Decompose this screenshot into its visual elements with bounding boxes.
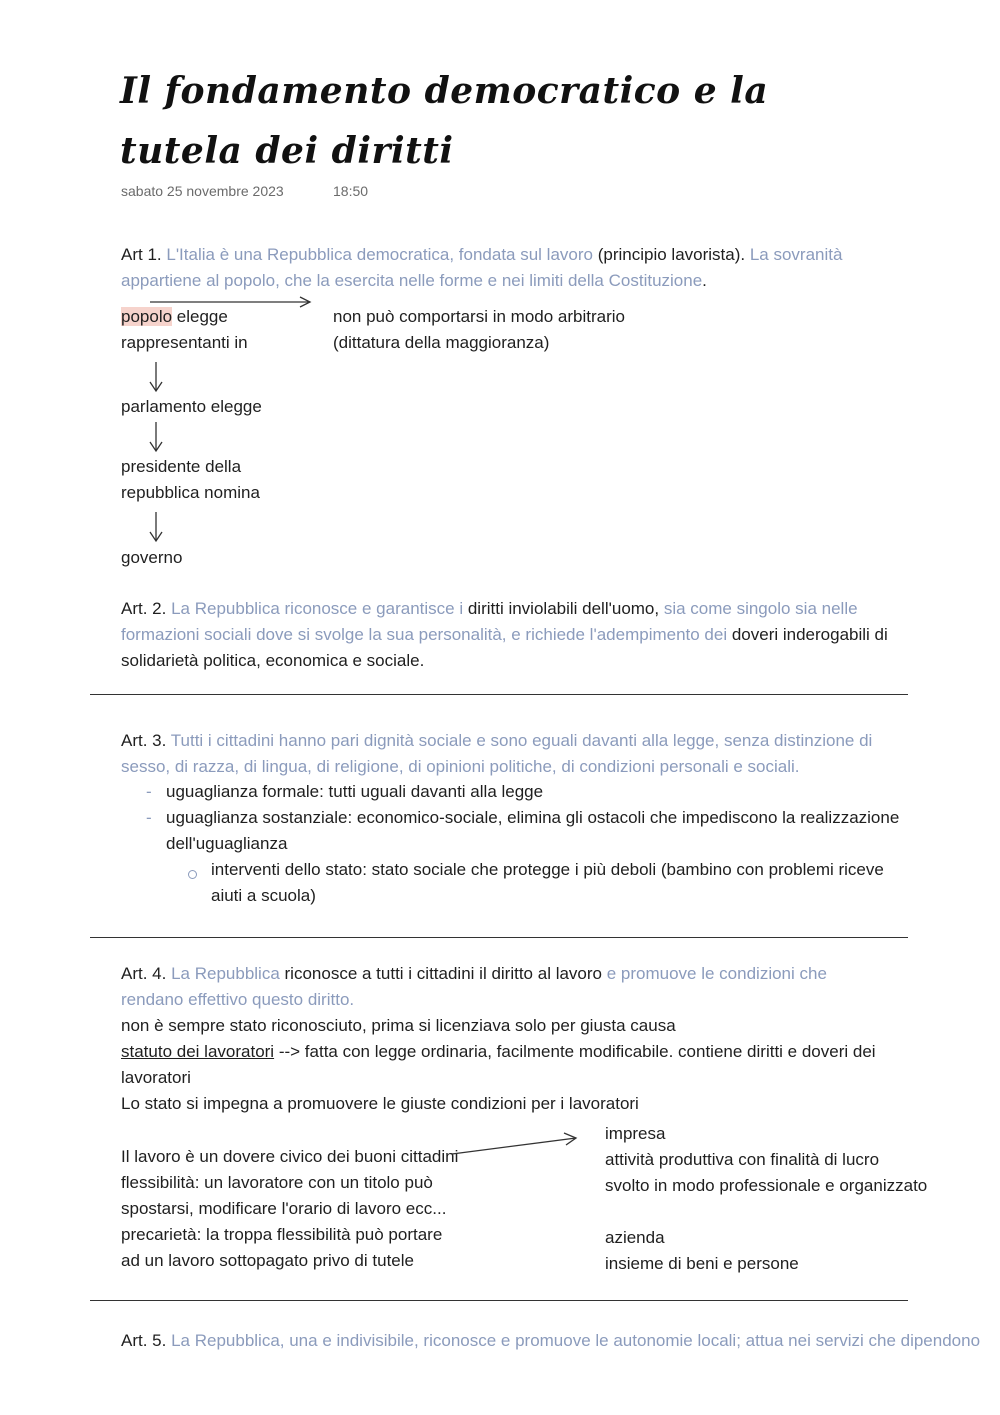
arrow-down-icon	[146, 420, 166, 454]
art5-line1	[121, 1328, 980, 1354]
art3-line2: sesso, di razza, di lingua, di religione, di opinioni politiche, di condizioni personali e sociali.	[121, 757, 800, 776]
art4-left1: Il lavoro è un dovere civico dei buoni cittadini	[121, 1147, 459, 1166]
art4-left4: precarietà: la troppa flessibilità può portare	[121, 1225, 443, 1244]
art1-text-a: L'Italia è una Repubblica democratica, fondata sul lavoro	[166, 245, 593, 264]
art4-note3: lavoratori	[121, 1068, 191, 1087]
art4-line1	[121, 961, 827, 987]
art4-note4: Lo stato si impegna a promuovere le giuste condizioni per i lavoratori	[121, 1094, 639, 1113]
bullet-dash: -	[146, 808, 152, 827]
flow-rappresentanti: rappresentanti in	[121, 333, 248, 352]
art2-l2-a: formazioni sociali dove si svolge la sua personalità, e richiede l'adempimento dei	[121, 625, 728, 644]
art1-line2	[121, 268, 707, 294]
art4-note1: non è sempre stato riconosciuto, prima si licenziava solo per giusta causa	[121, 1016, 676, 1035]
art4-left3: spostarsi, modificare l'orario di lavoro ecc...	[121, 1199, 447, 1218]
art4-right1: impresa	[605, 1124, 666, 1143]
art1-text-c: La sovranità	[749, 245, 843, 264]
divider	[90, 937, 908, 938]
art4-l1-a: La Repubblica	[171, 964, 280, 983]
art2-label: Art. 2.	[121, 599, 167, 618]
art4-right5: insieme di beni e persone	[605, 1254, 799, 1273]
arrow-right-icon	[452, 1128, 582, 1158]
art3-line1	[121, 728, 872, 754]
divider	[90, 1300, 908, 1301]
art2-l1-b: diritti inviolabili dell'uomo,	[463, 599, 660, 618]
bullet-dash: -	[146, 782, 152, 801]
art5-label: Art. 5.	[121, 1331, 167, 1350]
art1-note2: (dittatura della maggioranza)	[333, 333, 550, 352]
art2-line3: solidarietà politica, economica e sociale.	[121, 651, 425, 670]
flow-presidente-1: presidente della	[121, 457, 242, 476]
art4-note2	[121, 1039, 876, 1065]
art1-label: Art 1.	[121, 245, 162, 264]
arrow-down-icon	[146, 360, 166, 394]
art1-line1	[121, 242, 842, 268]
page-date: sabato 25 novembre 2023	[121, 183, 284, 199]
flow-governo: governo	[121, 548, 183, 567]
art4-right3: svolto in modo professionale e organizzato	[605, 1176, 928, 1195]
art4-l1-c: e promuove le condizioni che	[602, 964, 827, 983]
art4-label: Art. 4.	[121, 964, 167, 983]
divider	[90, 694, 908, 695]
art2-l1-c: sia come singolo sia nelle	[659, 599, 858, 618]
art1-text-b: (principio lavorista).	[597, 245, 746, 264]
flow-popolo-line	[121, 304, 228, 330]
art5-l1: La Repubblica, una e indivisibile, riconosce e promuove le autonomie locali; attua nei servizi che dipendono	[171, 1331, 981, 1350]
bullet-circle-icon	[188, 864, 197, 883]
page-title-line1: Il fondamento democratico e la	[120, 70, 769, 112]
flow-elegge: elegge	[172, 307, 228, 326]
art1-note1: non può comportarsi in modo arbitrario	[333, 307, 625, 326]
art4-right2: attività produttiva con finalità di lucro	[605, 1150, 880, 1169]
art2-l2-b: doveri inderogabili di	[727, 625, 888, 644]
art4-left5: ad un lavoro sottopagato privo di tutele	[121, 1251, 414, 1270]
statuto-lavoratori: statuto dei lavoratori	[121, 1042, 275, 1061]
art1-line2-end: .	[702, 271, 707, 290]
art4-right4: azienda	[605, 1228, 665, 1247]
art4-note2-rest: --> fatta con legge ordinaria, facilmente modificabile. contiene diritti e doveri dei	[274, 1042, 876, 1061]
art1-line2-text: appartiene al popolo, che la esercita nelle forme e nei limiti della Costituzione	[121, 271, 703, 290]
art3-l1: Tutti i cittadini hanno pari dignità sociale e sono eguali davanti alla legge, senza distinzione di	[170, 731, 873, 750]
page-time: 18:50	[333, 183, 369, 199]
art3-sub1a: interventi dello stato: stato sociale che protegge i più deboli (bambino con problemi riceve	[211, 860, 884, 879]
flow-presidente-2: repubblica nomina	[121, 483, 260, 502]
art3-bullet2b: dell'uguaglianza	[166, 834, 288, 853]
art2-l1-a: La Repubblica riconosce e garantisce i	[171, 599, 464, 618]
art2-line1	[121, 596, 858, 622]
art3-sub1b: aiuti a scuola)	[211, 886, 316, 905]
art3-label: Art. 3.	[121, 731, 167, 750]
art4-line2: rendano effettivo questo diritto.	[121, 990, 355, 1009]
page-title-line2: tutela dei diritti	[120, 130, 454, 172]
arrow-down-icon	[146, 510, 166, 544]
art3-bullet1: uguaglianza formale: tutti uguali davanti alla legge	[166, 782, 544, 801]
art4-left2: flessibilità: un lavoratore con un titolo può	[121, 1173, 433, 1192]
art3-bullet2a: uguaglianza sostanziale: economico-sociale, elimina gli ostacoli che impediscono la realizzazione	[166, 808, 900, 827]
flow-popolo: popolo	[121, 307, 173, 326]
art2-line2	[121, 622, 888, 648]
flow-parlamento: parlamento elegge	[121, 397, 262, 416]
art4-l1-b: riconosce a tutti i cittadini il diritto al lavoro	[279, 964, 602, 983]
